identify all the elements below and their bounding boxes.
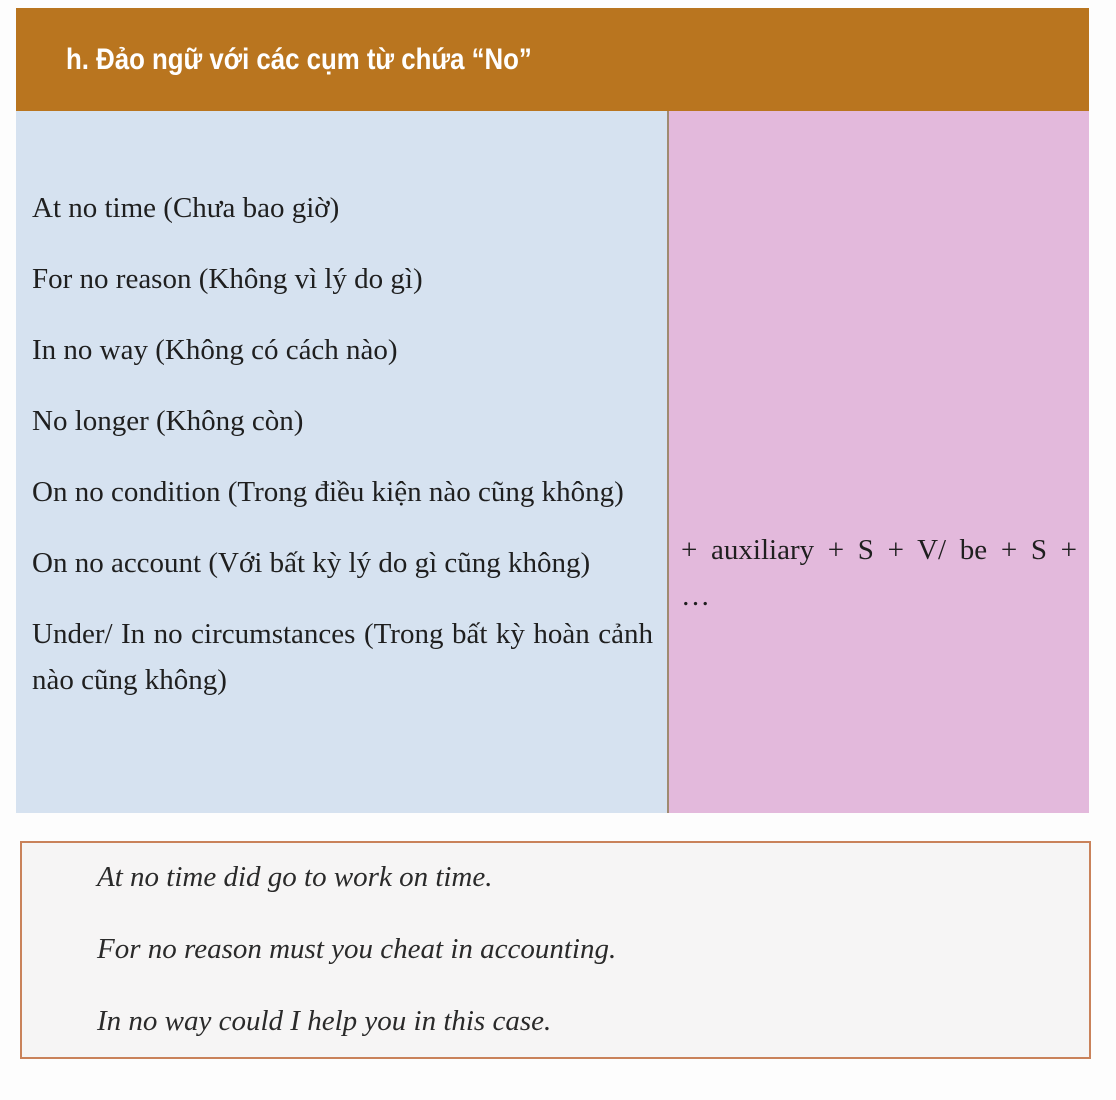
phrase-item: At no time (Chưa bao giờ)	[32, 192, 340, 224]
structure-panel	[669, 111, 1089, 813]
example-sentence: In no way could I help you in this case.	[97, 1005, 552, 1037]
section-header	[16, 8, 1089, 111]
section-title: h. Đảo ngữ với các cụm từ chứa “No”	[66, 42, 532, 76]
example-sentence: For no reason must you cheat in accounting.	[97, 933, 617, 965]
phrase-item: For no reason (Không vì lý do gì)	[32, 263, 423, 295]
phrase-item: Under/ In no circumstances (Trong bất kỳ hoàn cảnh nào cũng không)	[32, 618, 653, 696]
phrase-panel	[16, 111, 667, 813]
phrase-item: In no way (Không có cách nào)	[32, 334, 398, 366]
phrase-list	[32, 185, 653, 703]
phrase-item: On no account (Với bất kỳ lý do gì cũng không)	[32, 547, 591, 579]
example-sentence: At no time did go to work on time.	[97, 861, 493, 893]
phrase-item: On no condition (Trong điều kiện nào cũng không)	[32, 476, 624, 508]
phrase-item: No longer (Không còn)	[32, 405, 304, 437]
structure-formula: + auxiliary + S + V/ be + S + …	[681, 534, 1077, 612]
examples-box	[20, 841, 1091, 1059]
